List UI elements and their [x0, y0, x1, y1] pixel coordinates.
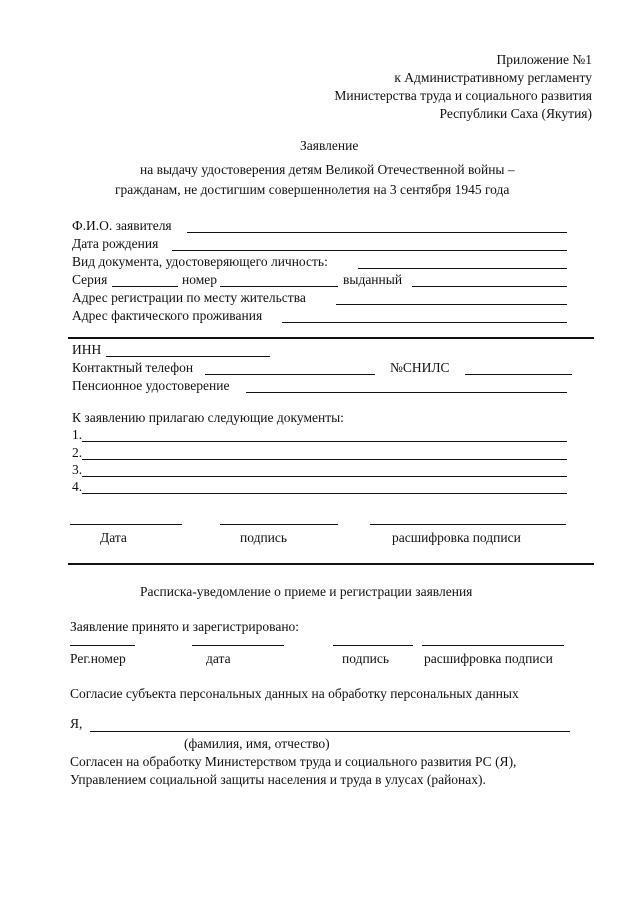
signature-date-line[interactable]: [70, 524, 182, 525]
receipt-decode-line[interactable]: [422, 645, 564, 646]
receipt-date-caption: дата: [206, 651, 231, 666]
snils-label: №СНИЛС: [390, 360, 450, 375]
actual-address-label: Адрес фактического проживания: [72, 308, 263, 323]
attachment-number-1: 1.: [72, 427, 83, 442]
id-doc-input-line[interactable]: [358, 268, 567, 269]
document-title: Заявление: [300, 138, 359, 153]
title-line-1: на выдачу удостоверения детям Великой Отечественной войны –: [140, 162, 515, 177]
signature-sign-line[interactable]: [220, 524, 338, 525]
signature-date-caption: Дата: [100, 530, 127, 545]
receipt-decode-caption: расшифровка подписи: [424, 651, 553, 666]
consent-text-line-2: Управлением социальной защиты населения и труда в улусах (районах).: [70, 772, 486, 787]
receipt-heading: Расписка-уведомление о приеме и регистрации заявления: [140, 584, 473, 599]
fio-label: Ф.И.О. заявителя: [72, 218, 172, 233]
series-label: Серия: [72, 272, 108, 287]
attachment-input-line-4[interactable]: [82, 493, 567, 494]
pension-input-line[interactable]: [246, 392, 567, 393]
id-doc-label: Вид документа, удостоверяющего личность:: [72, 254, 328, 269]
attachment-number-4: 4.: [72, 479, 83, 494]
attachment-input-line-1[interactable]: [82, 441, 567, 442]
appendix-line-2: к Административному регламенту: [394, 70, 592, 85]
issued-input-line[interactable]: [412, 286, 567, 287]
section-divider-2: [68, 563, 594, 565]
inn-label: ИНН: [72, 342, 102, 357]
signature-decode-line[interactable]: [370, 524, 566, 525]
appendix-line-1: Приложение №1: [496, 52, 592, 67]
consent-text-line-1: Согласен на обработку Министерством труда и социального развития РС (Я),: [70, 754, 517, 769]
receipt-reg-number-line[interactable]: [70, 645, 135, 646]
receipt-sign-caption: подпись: [342, 651, 390, 666]
consent-ya: Я,: [70, 716, 83, 731]
number-label: номер: [182, 272, 218, 287]
appendix-line-4: Республики Саха (Якутия): [439, 106, 592, 121]
signature-sign-caption: подпись: [240, 530, 288, 545]
attachments-heading: К заявлению прилагаю следующие документы:: [72, 410, 344, 425]
receipt-accepted-text: Заявление принято и зарегистрировано:: [70, 619, 300, 634]
attachment-number-2: 2.: [72, 445, 83, 460]
receipt-date-line[interactable]: [192, 645, 284, 646]
series-input-line[interactable]: [112, 286, 178, 287]
attachment-number-3: 3.: [72, 462, 83, 477]
actual-address-input-line[interactable]: [282, 322, 567, 323]
attachment-input-line-2[interactable]: [82, 459, 567, 460]
attachment-input-line-3[interactable]: [82, 476, 567, 477]
reg-address-input-line[interactable]: [336, 304, 567, 305]
phone-input-line[interactable]: [205, 374, 375, 375]
issued-label: выданный: [343, 272, 403, 287]
consent-fio-caption: (фамилия, имя, отчество): [184, 736, 330, 751]
inn-input-line[interactable]: [106, 356, 270, 357]
phone-label: Контактный телефон: [72, 360, 194, 375]
section-divider-1: [68, 337, 594, 339]
receipt-reg-number-caption: Рег.номер: [70, 651, 126, 666]
receipt-sign-line[interactable]: [333, 645, 413, 646]
signature-decode-caption: расшифровка подписи: [392, 530, 521, 545]
pension-label: Пенсионное удостоверение: [72, 378, 230, 393]
birth-date-input-line[interactable]: [172, 250, 567, 251]
consent-heading: Согласие субъекта персональных данных на обработку персональных данных: [70, 686, 519, 701]
title-line-2: гражданам, не достигшим совершеннолетия на 3 сентября 1945 года: [115, 182, 510, 197]
fio-input-line[interactable]: [187, 232, 567, 233]
reg-address-label: Адрес регистрации по месту жительства: [72, 290, 306, 305]
consent-fio-input-line[interactable]: [90, 731, 570, 732]
snils-input-line[interactable]: [465, 374, 572, 375]
birth-date-label: Дата рождения: [72, 236, 159, 251]
appendix-line-3: Министерства труда и социального развития: [334, 88, 592, 103]
number-input-line[interactable]: [220, 286, 338, 287]
